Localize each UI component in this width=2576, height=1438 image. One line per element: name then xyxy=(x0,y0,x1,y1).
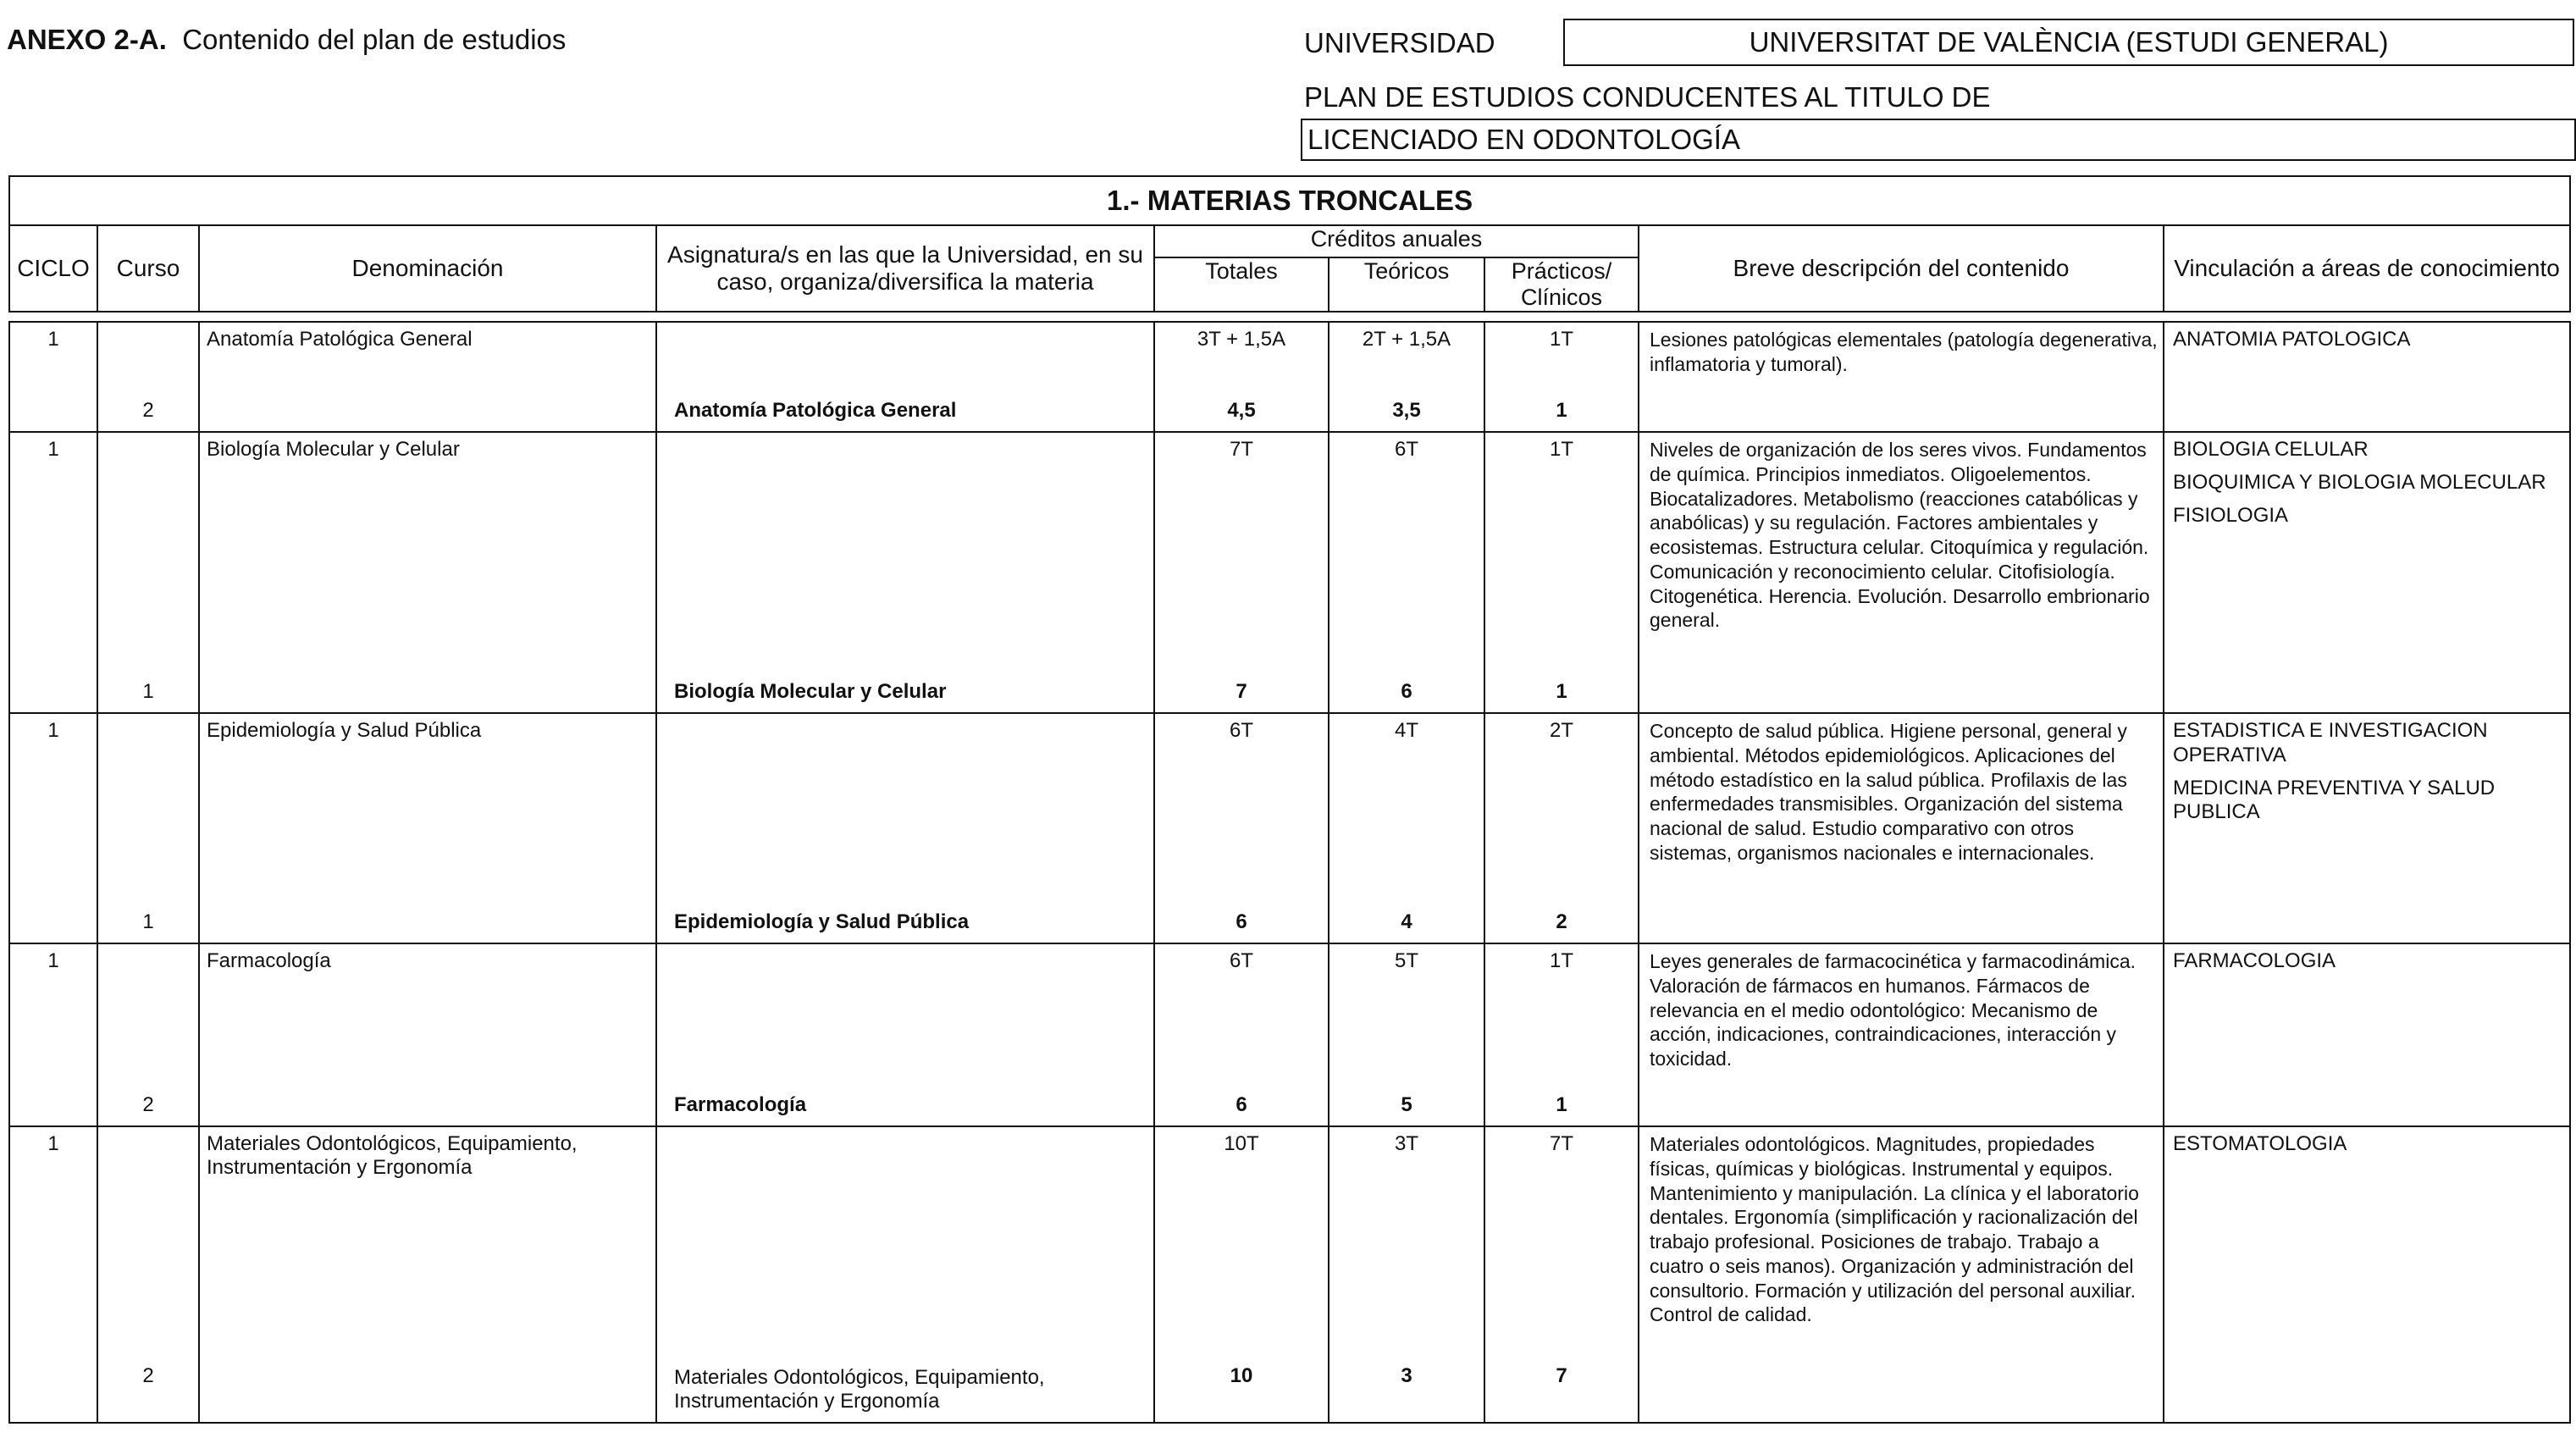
practicos-value: 1 xyxy=(1556,1093,1567,1116)
col-asignatura: Asignatura/s en las que la Universidad, en su caso, organiza/diversifica la materia xyxy=(656,225,1154,312)
teoricos-top: 6T xyxy=(1394,438,1418,461)
area-item: MEDICINA PREVENTIVA Y SALUD PUBLICA xyxy=(2173,776,2496,824)
col-ciclo: CICLO xyxy=(9,225,97,312)
ciclo-value: 1 xyxy=(47,949,59,972)
totales-top: 6T xyxy=(1229,719,1253,742)
teoricos-value: 3 xyxy=(1401,1364,1412,1387)
practicos-value: 1 xyxy=(1556,399,1567,422)
annex-title: Contenido del plan de estudios xyxy=(182,24,567,55)
ciclo-value: 1 xyxy=(47,328,59,351)
table-row xyxy=(9,713,2570,943)
areas-cell xyxy=(2164,432,2570,713)
totales-value: 6 xyxy=(1235,910,1247,933)
teoricos-value: 6 xyxy=(1401,680,1412,703)
annex-label: ANEXO 2-A. xyxy=(7,24,167,55)
practicos-value: 2 xyxy=(1556,910,1567,933)
practicos-top: 7T xyxy=(1549,1132,1573,1155)
section-title: 1.- MATERIAS TRONCALES xyxy=(9,176,2570,225)
curso-value: 1 xyxy=(142,910,154,933)
denominacion-value: Biología Molecular y Celular xyxy=(207,438,460,461)
asignatura-value: Epidemiología y Salud Pública xyxy=(674,910,970,933)
teoricos-value: 5 xyxy=(1401,1093,1412,1116)
denominacion-value: Epidemiología y Salud Pública xyxy=(207,719,482,742)
totales-top: 6T xyxy=(1229,949,1253,972)
totales-value: 7 xyxy=(1235,680,1247,703)
descripcion-value: Lesiones patológicas elementales (patología degenerativa, inflamatoria y tumoral). xyxy=(1639,322,2164,432)
teoricos-top: 5T xyxy=(1394,949,1418,972)
practicos-top: 1T xyxy=(1549,328,1573,351)
area-item: ESTADISTICA E INVESTIGACION OPERATIVA xyxy=(2173,719,2488,766)
area-item: FISIOLOGIA xyxy=(2173,503,2289,527)
subjects-table xyxy=(8,175,2571,1424)
areas-cell xyxy=(2164,713,2570,943)
descripcion-value: Niveles de organización de los seres vivos. Fundamentos de química. Principios inmediatos. Oligoelementos. Biocatalizadores. Metabolismo (reacciones catabólicas y anabólicas) y su regulación. Factores ambientales y ecosistemas. Estructura celular. Citoquímica y regulación. Comunicación y reconocimiento celular. Citofisiología. Citogenética. Herencia. Evolución. Desarrollo embrionario general. xyxy=(1639,432,2164,713)
area-item: BIOQUIMICA Y BIOLOGIA MOLECULAR xyxy=(2173,470,2546,494)
teoricos-top: 4T xyxy=(1394,719,1418,742)
table-row xyxy=(9,1126,2570,1423)
practicos-top: 1T xyxy=(1549,949,1573,972)
table-row xyxy=(9,943,2570,1126)
asignatura-value: Anatomía Patológica General xyxy=(674,399,957,422)
teoricos-value: 3,5 xyxy=(1392,399,1421,422)
area-item: ANATOMIA PATOLOGICA xyxy=(2173,328,2411,351)
ciclo-value: 1 xyxy=(47,1132,59,1155)
university-name-box: UNIVERSITAT DE VALÈNCIA (ESTUDI GENERAL) xyxy=(1563,19,2574,66)
descripcion-value: Materiales odontológicos. Magnitudes, propiedades físicas, químicas y biológicas. Instrumental y equipos. Mantenimiento y manipulación. La clínica y el laboratorio dentales. Ergonomía (simplificación y racionalización del trabajo profesional. Posiciones de trabajo. Trabajo a cuatro o seis manos). Organización y administración del consultorio. Formación y utilización del personal auxiliar. Control de calidad. xyxy=(1639,1126,2164,1423)
col-descripcion: Breve descripción del contenido xyxy=(1639,225,2164,312)
ciclo-value: 1 xyxy=(47,719,59,742)
col-teoricos: Teóricos xyxy=(1329,257,1484,312)
areas-cell xyxy=(2164,322,2570,432)
col-curso: Curso xyxy=(97,225,199,312)
area-item: ESTOMATOLOGIA xyxy=(2173,1132,2347,1155)
curso-value: 2 xyxy=(142,1364,154,1387)
areas-cell xyxy=(2164,1126,2570,1423)
totales-top: 3T + 1,5A xyxy=(1197,328,1286,351)
practicos-top: 2T xyxy=(1549,719,1573,742)
denominacion-value: Farmacología xyxy=(207,949,331,972)
university-label: UNIVERSIDAD xyxy=(1304,27,1495,58)
denominacion-value: Materiales Odontológicos, Equipamiento, Instrumentación y Ergonomía xyxy=(207,1132,578,1179)
ciclo-value: 1 xyxy=(47,438,59,461)
area-item: BIOLOGIA CELULAR xyxy=(2173,438,2369,461)
totales-value: 4,5 xyxy=(1227,399,1256,422)
teoricos-top: 2T + 1,5A xyxy=(1362,328,1451,351)
teoricos-value: 4 xyxy=(1401,910,1412,933)
area-item: FARMACOLOGIA xyxy=(2173,949,2336,972)
totales-top: 7T xyxy=(1229,438,1253,461)
annex-heading xyxy=(7,24,566,56)
table-row xyxy=(9,432,2570,713)
asignatura-value: Materiales Odontológicos, Equipamiento, Instrumentación y Ergonomía xyxy=(674,1366,1045,1413)
degree-title-box: LICENCIADO EN ODONTOLOGÍA xyxy=(1301,119,2576,161)
asignatura-value: Farmacología xyxy=(674,1093,807,1116)
curso-value: 2 xyxy=(142,399,154,422)
col-creditos: Créditos anuales xyxy=(1154,225,1639,257)
col-totales: Totales xyxy=(1154,257,1329,312)
totales-top: 10T xyxy=(1224,1132,1259,1155)
denominacion-value: Anatomía Patológica General xyxy=(207,328,473,351)
descripcion-value: Leyes generales de farmacocinética y farmacodinámica. Valoración de fármacos en humanos. Fármacos de relevancia en el medio odontológico: Mecanismo de acción, indicaciones, contraindicaciones, interacción y toxicidad. xyxy=(1639,943,2164,1126)
curso-value: 2 xyxy=(142,1093,154,1116)
plan-label: PLAN DE ESTUDIOS CONDUCENTES AL TITULO DE xyxy=(1304,81,1991,113)
totales-value: 6 xyxy=(1235,1093,1247,1116)
practicos-value: 1 xyxy=(1556,680,1567,703)
col-vinculacion: Vinculación a áreas de conocimiento xyxy=(2164,225,2570,312)
areas-cell xyxy=(2164,943,2570,1126)
descripcion-value: Concepto de salud pública. Higiene personal, general y ambiental. Métodos epidemiológicos. Aplicaciones del método estadístico en la salud pública. Profilaxis de las enfermedades transmisibles. Organización del sistema nacional de salud. Estudio comparativo con otros sistemas, organismos nacionales e internacionales. xyxy=(1639,713,2164,943)
table-row xyxy=(9,322,2570,432)
asignatura-value: Biología Molecular y Celular xyxy=(674,680,947,703)
totales-value: 10 xyxy=(1230,1364,1253,1387)
curso-value: 1 xyxy=(142,680,154,703)
practicos-top: 1T xyxy=(1549,438,1573,461)
practicos-value: 7 xyxy=(1556,1364,1567,1387)
col-denominacion: Denominación xyxy=(199,225,656,312)
teoricos-top: 3T xyxy=(1394,1132,1418,1155)
col-practicos: Prácticos/ Clínicos xyxy=(1484,257,1639,312)
